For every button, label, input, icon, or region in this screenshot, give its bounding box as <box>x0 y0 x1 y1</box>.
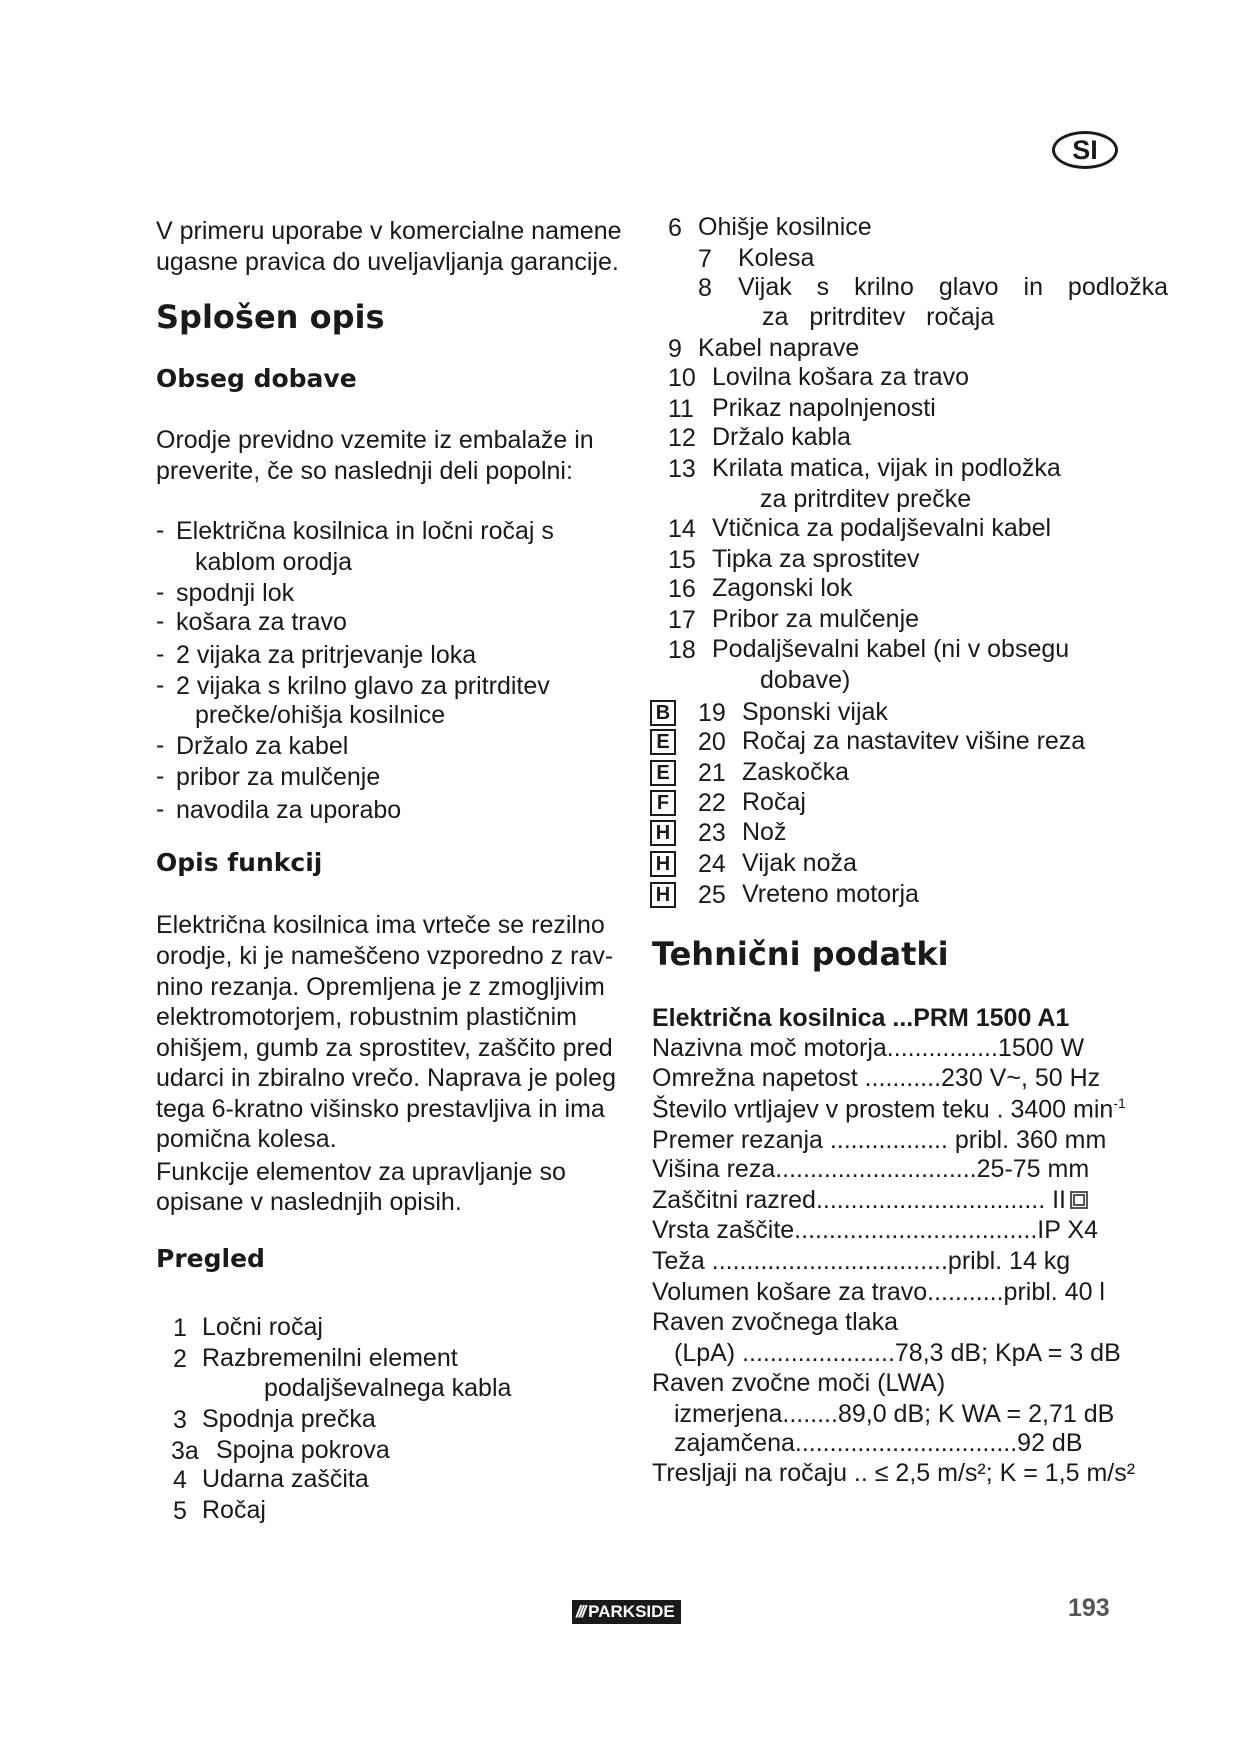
spec-row: Raven zvočne moči (LWA) <box>652 1369 946 1397</box>
function-line: opisane v naslednjih opisih. <box>156 1188 462 1216</box>
function-line: ohišjem, gumb za sprostitev, zaščito pred <box>156 1034 613 1062</box>
item-label: Spojna pokrova <box>216 1436 390 1464</box>
function-line: orodje, ki je nameščeno vzporedno z rav- <box>156 942 614 970</box>
spec-row: Višina reza.............................25-75 mm <box>652 1155 1090 1183</box>
item-number: 8 <box>698 274 712 302</box>
spec-row: Premer rezanja ................. pribl. 360 mm <box>652 1126 1107 1154</box>
item-number: 2 <box>173 1345 187 1373</box>
item-label: Spodnja prečka <box>202 1405 376 1433</box>
parkside-logo <box>572 1600 681 1624</box>
item-number: 3 <box>173 1406 187 1434</box>
item-number: 7 <box>698 245 712 273</box>
item-label: Tipka za sprostitev <box>712 545 920 573</box>
protection-class-ii-icon <box>1070 1191 1088 1209</box>
item-number: 25 <box>698 881 726 909</box>
figure-ref-badge: H <box>650 851 676 877</box>
list-item: 2 vijaka za pritrjevanje loka <box>176 641 477 669</box>
item-label: Vreteno motorja <box>742 880 919 908</box>
bullet-dash: - <box>156 731 165 759</box>
spec-row: Vrsta zaščite...................................IP X4 <box>652 1216 1098 1244</box>
item-label: Ročaj <box>202 1496 266 1524</box>
item-number: 1 <box>173 1314 187 1342</box>
item-number: 12 <box>668 424 696 452</box>
subheading-function: Opis funkcij <box>156 848 323 877</box>
item-label: Zagonski lok <box>712 574 853 602</box>
function-line: pomična kolesa. <box>156 1125 337 1153</box>
item-label: Ročaj <box>742 788 806 816</box>
bullet-dash: - <box>156 516 165 544</box>
intro-line: V primeru uporabe v komercialne namene <box>156 217 622 245</box>
item-number: 13 <box>668 455 696 483</box>
item-label: Ločni ročaj <box>202 1313 323 1341</box>
section-heading-general: Splošen opis <box>156 298 385 336</box>
spec-row: Teža ..................................pribl. 14 kg <box>652 1247 1071 1275</box>
list-item: spodnji lok <box>176 579 295 607</box>
item-label: Vijak s krilno glavo in podložka <box>738 273 1169 301</box>
function-line: tega 6-kratno višinsko prestavljiva in ima <box>156 1095 605 1123</box>
spec-row: Volumen košare za travo...........pribl. 40 l <box>652 1278 1105 1306</box>
spec-row <box>652 1186 1066 1215</box>
spec-row <box>652 1095 1126 1124</box>
country-badge: SI <box>1052 131 1118 169</box>
bullet-dash: - <box>156 795 165 823</box>
item-label: Lovilna košara za travo <box>712 363 970 391</box>
bullet-dash: - <box>156 607 165 635</box>
item-label-cont: dobave) <box>760 666 851 694</box>
spec-row: Nazivna moč motorja................1500 W <box>652 1034 1085 1062</box>
item-number: 15 <box>668 546 696 574</box>
item-label-cont: podaljševalnega kabla <box>264 1374 512 1402</box>
function-line: Funkcije elementov za upravljanje so <box>156 1158 566 1186</box>
item-label: Vijak noža <box>742 849 857 877</box>
spec-row: zajamčena................................92 dB <box>674 1429 1083 1457</box>
item-label: Krilata matica, vijak in podložka <box>712 454 1061 482</box>
item-number: 22 <box>698 789 726 817</box>
figure-ref-badge: E <box>650 760 676 786</box>
item-number: 20 <box>698 728 726 756</box>
spec-superscript: -1 <box>1113 1095 1126 1111</box>
spec-row: Tresljaji na ročaju .. ≤ 2,5 m/s²; K = 1,5 m/s² <box>652 1459 1136 1487</box>
item-label: Udarna zaščita <box>202 1465 369 1493</box>
function-line: Električna kosilnica ima vrteče se rezilno <box>156 911 605 939</box>
function-line: udarci in zbiralno vrečo. Naprava je poleg <box>156 1064 616 1092</box>
item-number: 10 <box>668 364 696 392</box>
item-label: Vtičnica za podaljševalni kabel <box>712 514 1052 542</box>
item-number: 24 <box>698 850 726 878</box>
item-number: 18 <box>668 636 696 664</box>
item-label: Kabel naprave <box>698 334 860 362</box>
item-number: 3a <box>171 1437 199 1465</box>
item-label: Nož <box>742 818 787 846</box>
bullet-dash: - <box>156 578 165 606</box>
spec-model-title: Električna kosilnica ...PRM 1500 A1 <box>652 1004 1070 1032</box>
list-item: 2 vijaka s krilno glavo za pritrditev <box>176 672 550 700</box>
scope-text-line: preverite, če so naslednji deli popolni: <box>156 457 573 485</box>
function-line: elektromotorjem, robustnim plastičnim <box>156 1003 577 1031</box>
item-label-cont: za pritrditev ročaja <box>762 303 995 331</box>
logo-slashes-icon: /// <box>576 1602 585 1621</box>
intro-line: ugasne pravica do uveljavljanja garancije. <box>156 248 619 276</box>
spec-text: Število vrtljajev v prostem teku . 3400 min <box>652 1095 1114 1124</box>
item-number: 17 <box>668 606 696 634</box>
list-item: Električna kosilnica in ločni ročaj s <box>176 517 554 545</box>
list-item: košara za travo <box>176 608 347 636</box>
spec-text: Zaščitni razred................................. II <box>652 1186 1066 1214</box>
item-label: Ročaj za nastavitev višine reza <box>742 727 1086 755</box>
item-label-cont: za pritrditev prečke <box>760 485 972 513</box>
list-item: Držalo za kabel <box>176 732 349 760</box>
item-number: 9 <box>668 335 682 363</box>
spec-row: (LpA) ......................78,3 dB; KpA = 3 dB <box>674 1339 1121 1367</box>
bullet-dash: - <box>156 671 165 699</box>
item-label: Sponski vijak <box>742 698 888 726</box>
item-label: Ohišje kosilnice <box>698 213 872 241</box>
figure-ref-badge: H <box>650 882 676 908</box>
item-number: 5 <box>173 1497 187 1525</box>
list-item: pribor za mulčenje <box>176 763 381 791</box>
item-label: Prikaz napolnjenosti <box>712 394 936 422</box>
item-label: Zaskočka <box>742 758 849 786</box>
page-number: 193 <box>1068 1594 1110 1622</box>
spec-row: izmerjena........89,0 dB; K WA = 2,71 dB <box>674 1400 1115 1428</box>
item-number: 11 <box>668 395 694 423</box>
subheading-overview: Pregled <box>156 1244 265 1273</box>
spec-row: Omrežna napetost ...........230 V~, 50 Hz <box>652 1064 1101 1092</box>
item-label: Pribor za mulčenje <box>712 605 920 633</box>
subheading-scope: Obseg dobave <box>156 364 357 393</box>
spec-row: Raven zvočnega tlaka <box>652 1308 898 1336</box>
item-number: 21 <box>698 759 726 787</box>
item-number: 16 <box>668 575 696 603</box>
figure-ref-badge: H <box>650 820 676 846</box>
item-label: Razbremenilni element <box>202 1344 458 1372</box>
item-label: Držalo kabla <box>712 423 851 451</box>
figure-ref-badge: E <box>650 729 676 755</box>
figure-ref-badge: F <box>650 790 676 816</box>
figure-ref-badge: B <box>650 700 676 726</box>
item-number: 14 <box>668 515 696 543</box>
bullet-dash: - <box>156 640 165 668</box>
function-line: nino rezanja. Opremljena je z zmogljivim <box>156 973 605 1001</box>
list-item: navodila za uporabo <box>176 796 402 824</box>
item-number: 4 <box>173 1466 187 1494</box>
item-number: 6 <box>668 214 682 242</box>
list-item-cont: kablom orodja <box>195 548 353 576</box>
section-heading-tech: Tehnični podatki <box>652 935 949 973</box>
item-label: Podaljševalni kabel (ni v obsegu <box>712 635 1070 663</box>
scope-text-line: Orodje previdno vzemite iz embalaže in <box>156 426 594 454</box>
item-number: 23 <box>698 819 726 847</box>
item-label: Kolesa <box>738 244 815 272</box>
bullet-dash: - <box>156 762 165 790</box>
list-item-cont: prečke/ohišja kosilnice <box>195 701 446 729</box>
logo-text: PARKSIDE <box>588 1602 675 1621</box>
item-number: 19 <box>698 699 726 727</box>
